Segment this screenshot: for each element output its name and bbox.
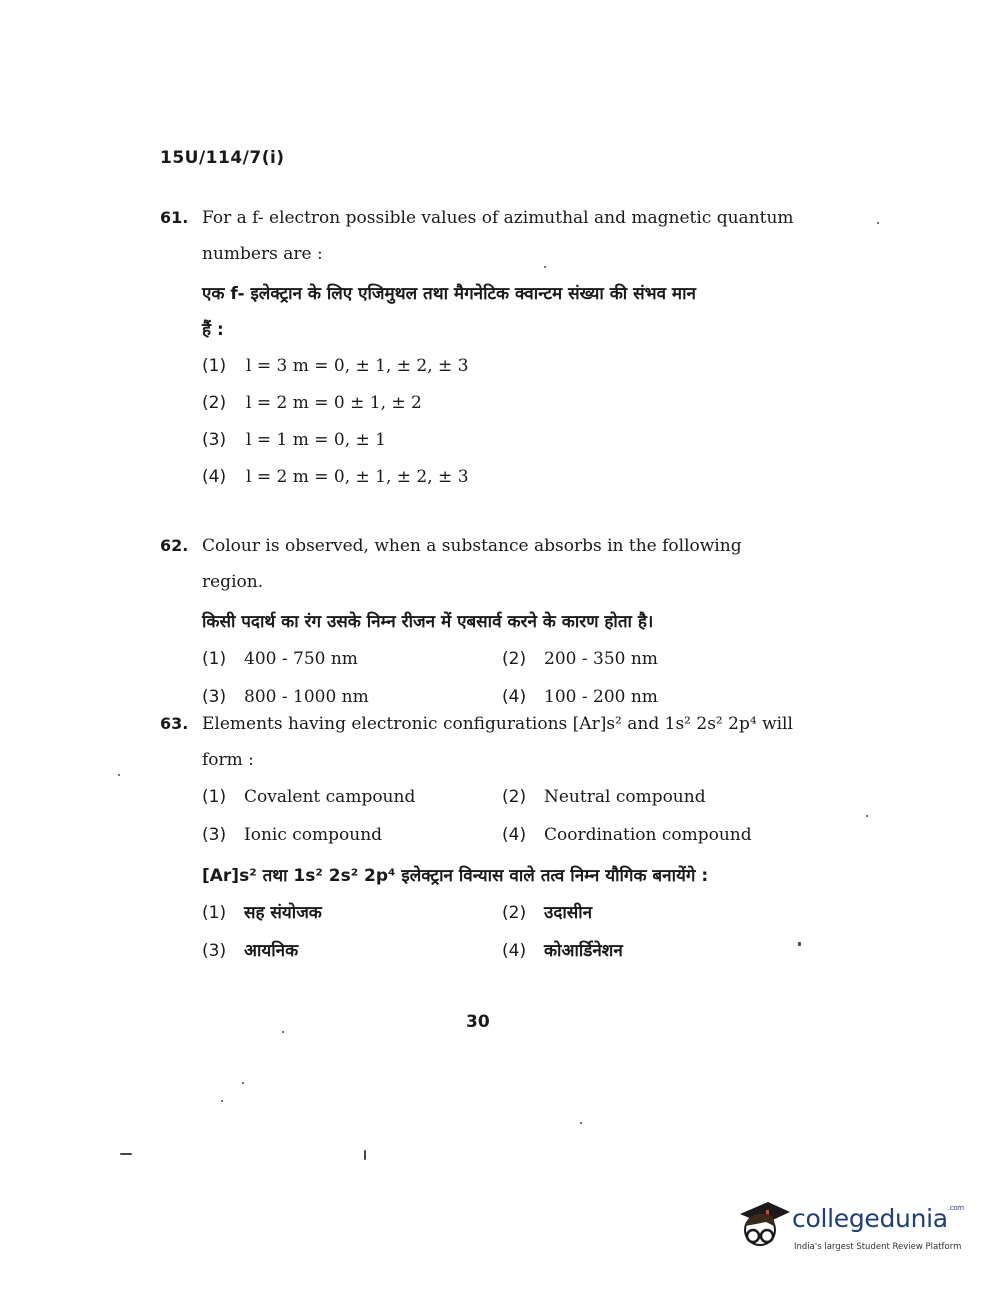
- collegedunia-watermark: [736, 1198, 966, 1258]
- scan-speck: [118, 774, 120, 776]
- option-number: (3): [202, 825, 227, 845]
- question-63: [160, 706, 800, 970]
- question-61: [160, 200, 800, 496]
- question-number: 63.: [160, 714, 189, 733]
- scan-speck: [282, 1031, 284, 1033]
- option-text: l = 2 m = 0 ± 1, ± 2: [246, 393, 422, 413]
- option-text: सह संयोजक: [244, 903, 322, 923]
- option-number: (2): [502, 787, 527, 807]
- scan-speck: [798, 942, 801, 946]
- option-1: [202, 894, 502, 932]
- option-text: l = 2 m = 0, ± 1, ± 2, ± 3: [246, 467, 469, 487]
- option-4: [502, 932, 802, 970]
- option-2: [202, 385, 800, 422]
- option-1: [202, 348, 800, 385]
- option-grid-en: [202, 778, 800, 854]
- question-text-en: Colour is observed, when a substance absorbs in the following region.: [202, 536, 742, 592]
- question-number: 61.: [160, 208, 189, 227]
- option-grid-hi: [202, 894, 800, 970]
- option-number: (1): [202, 787, 227, 807]
- question-text-hi: किसी पदार्थ का रंग उसके निम्न रीजन में एबसार्व करने के कारण होता है।: [202, 612, 654, 632]
- option-number: (3): [202, 687, 227, 707]
- question-text-hi-cont: हैं :: [202, 320, 224, 340]
- option-3: [202, 932, 502, 970]
- scan-speck: [866, 815, 868, 817]
- option-number: (4): [202, 467, 227, 487]
- brand-name: [792, 1204, 964, 1233]
- scan-speck: [580, 1122, 582, 1124]
- question-text-en: For a f- electron possible values of azimuthal and magnetic quantum: [202, 208, 794, 228]
- option-3: [202, 816, 502, 854]
- mascot-icon: [736, 1198, 792, 1256]
- brand-tagline: India's largest Student Review Platform: [794, 1242, 962, 1252]
- option-text: Coordination compound: [544, 825, 752, 845]
- scan-speck: [877, 222, 879, 224]
- scan-speck: [221, 1100, 223, 1102]
- scan-speck: [120, 1153, 132, 1155]
- question-62: [160, 528, 800, 716]
- question-text-hi: [Ar]s² तथा 1s² 2s² 2p⁴ इलेक्ट्रान विन्यास वाले तत्व निम्न यौगिक बनायेंगे :: [202, 866, 709, 886]
- option-number: (4): [502, 687, 527, 707]
- option-text: 100 - 200 nm: [544, 687, 658, 707]
- option-text: 400 - 750 nm: [244, 649, 358, 669]
- scan-speck: [242, 1082, 244, 1084]
- option-2: [502, 778, 802, 816]
- question-text-hi: एक f- इलेक्ट्रान के लिए एजिमुथल तथा मैगनेटिक क्वान्टम संख्या की संभव मान: [202, 284, 696, 304]
- option-number: (4): [502, 941, 527, 961]
- option-text: Neutral compound: [544, 787, 706, 807]
- question-text-en: Elements having electronic configurations [Ar]s² and 1s² 2s² 2p⁴ will: [202, 714, 793, 734]
- option-text: l = 1 m = 0, ± 1: [246, 430, 386, 450]
- option-3: [202, 422, 800, 459]
- option-number: (2): [202, 393, 227, 413]
- brand-text: collegedunia: [792, 1204, 948, 1233]
- brand-suffix: .com: [947, 1204, 964, 1212]
- paper-code: 15U/114/7(i): [160, 148, 285, 168]
- option-text: l = 3 m = 0, ± 1, ± 2, ± 3: [246, 356, 469, 376]
- scan-speck: [544, 266, 546, 268]
- option-number: (3): [202, 941, 227, 961]
- scan-speck: [364, 1150, 366, 1160]
- page-number: 30: [466, 1012, 490, 1032]
- option-list: [202, 348, 800, 496]
- option-text: कोआर्डिनेशन: [544, 941, 623, 961]
- option-text: Covalent campound: [244, 787, 416, 807]
- option-1: [202, 640, 502, 678]
- option-text: उदासीन: [544, 903, 593, 923]
- option-number: (4): [502, 825, 527, 845]
- option-text: आयनिक: [244, 941, 299, 961]
- option-text: 200 - 350 nm: [544, 649, 658, 669]
- question-text-en-cont: numbers are :: [202, 244, 323, 264]
- option-1: [202, 778, 502, 816]
- option-number: (1): [202, 356, 227, 376]
- option-number: (1): [202, 649, 227, 669]
- option-number: (2): [502, 649, 527, 669]
- option-grid: [202, 640, 800, 716]
- option-4: [202, 459, 800, 496]
- option-number: (3): [202, 430, 227, 450]
- option-2: [502, 640, 802, 678]
- option-number: (1): [202, 903, 227, 923]
- option-text: 800 - 1000 nm: [244, 687, 369, 707]
- question-text-en-cont: form :: [202, 750, 254, 770]
- option-text: Ionic compound: [244, 825, 383, 845]
- option-4: [502, 816, 802, 854]
- option-number: (2): [502, 903, 527, 923]
- question-number: 62.: [160, 536, 189, 555]
- option-2: [502, 894, 802, 932]
